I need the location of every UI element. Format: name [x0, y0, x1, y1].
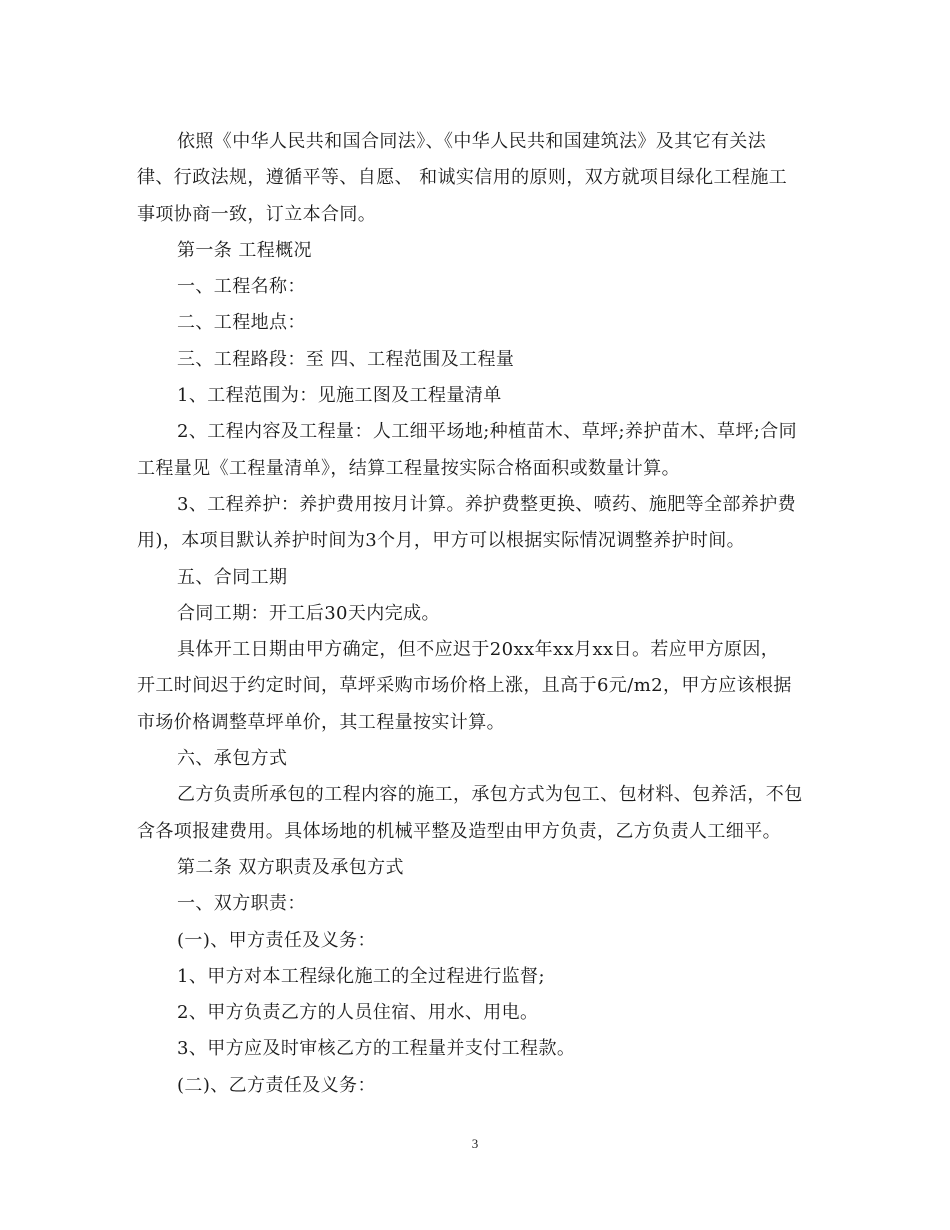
text-line: 六、承包方式 [177, 748, 288, 770]
text-line: 3、工程养护：养护费用按月计算。养护费整更换、喷药、施肥等全部养护费 [177, 493, 797, 515]
paragraph-duration-heading [137, 560, 807, 596]
paragraph-start-date [137, 632, 807, 741]
text-line: 第二条 双方职责及承包方式 [177, 856, 404, 878]
text-line: 工程量见《工程量清单》，结算工程量按实际合格面积或数量计算。 [137, 457, 680, 479]
text-line: 三、工程路段：至 四、工程范围及工程量 [177, 348, 515, 370]
text-line: 律、行政法规，遵循平等、自愿、 和诚实信用的原则，双方就项目绿化工程施工 [137, 167, 788, 189]
paragraph-party-a-item-1 [137, 959, 807, 995]
page-number: 3 [471, 1136, 479, 1151]
text-line: 具体开工日期由甲方确定，但不应迟于20xx年xx月xx日。若应甲方原因， [177, 639, 780, 661]
text-line: (一)、甲方责任及义务： [177, 929, 376, 951]
text-line: 合同工期：开工后30天内完成。 [177, 602, 440, 624]
text-line: 乙方负责所承包的工程内容的施工，承包方式为包工、包材料、包养活，不包 [177, 784, 803, 806]
text-line: 一、工程名称： [177, 276, 306, 298]
paragraph-contract-mode-text [137, 777, 807, 850]
text-line: 第一条 工程概况 [177, 239, 312, 261]
paragraph-party-b-heading [137, 1068, 807, 1104]
text-line: 2、工程内容及工程量：人工细平场地;种植苗木、草坪;养护苗木、草坪;合同 [177, 421, 798, 443]
paragraph-article-1-heading [137, 233, 807, 269]
text-line: 用)，本项目默认养护时间为3个月，甲方可以根据实际情况调整养护时间。 [137, 530, 746, 552]
paragraph-scope-item-3 [137, 487, 807, 560]
text-line: 市场价格调整草坪单价，其工程量按实计算。 [137, 711, 505, 733]
paragraph-project-location [137, 305, 807, 341]
paragraph-contract-mode-heading [137, 741, 807, 777]
text-line: 含各项报建费用。具体场地的机械平整及造型由甲方负责，乙方负责人工细平。 [137, 820, 781, 842]
text-line: 2、甲方负责乙方的人员住宿、用水、用电。 [177, 1002, 539, 1024]
paragraph-article-2-heading [137, 850, 807, 886]
paragraph-project-name [137, 269, 807, 305]
paragraph-party-a-item-3 [137, 1031, 807, 1067]
text-line: (二)、乙方责任及义务： [177, 1074, 376, 1096]
paragraph-duties-heading [137, 886, 807, 922]
paragraph-scope-item-1 [137, 378, 807, 414]
text-line: 1、甲方对本工程绿化施工的全过程进行监督; [177, 965, 545, 987]
paragraph-party-a-item-2 [137, 995, 807, 1031]
paragraph-scope-item-2 [137, 414, 807, 487]
text-line: 开工时间迟于约定时间，草坪采购市场价格上涨，且高于6元/m2，甲方应该根据 [137, 675, 792, 697]
text-line: 依照《中华人民共和国合同法》、《中华人民共和国建筑法》及其它有关法 [177, 131, 767, 152]
paragraph-duration-text [137, 596, 807, 632]
paragraph-party-a-heading [137, 923, 807, 959]
text-line: 3、甲方应及时审核乙方的工程量并支付工程款。 [177, 1038, 576, 1060]
paragraph-project-route [137, 342, 807, 378]
text-line: 五、合同工期 [177, 566, 288, 588]
document-body [137, 124, 807, 1104]
paragraph-intro [137, 124, 807, 233]
text-line: 一、双方职责： [177, 893, 306, 915]
text-line: 1、工程范围为：见施工图及工程量清单 [177, 385, 502, 407]
text-line: 二、工程地点： [177, 312, 306, 334]
text-line: 事项协商一致，订立本合同。 [137, 203, 377, 225]
